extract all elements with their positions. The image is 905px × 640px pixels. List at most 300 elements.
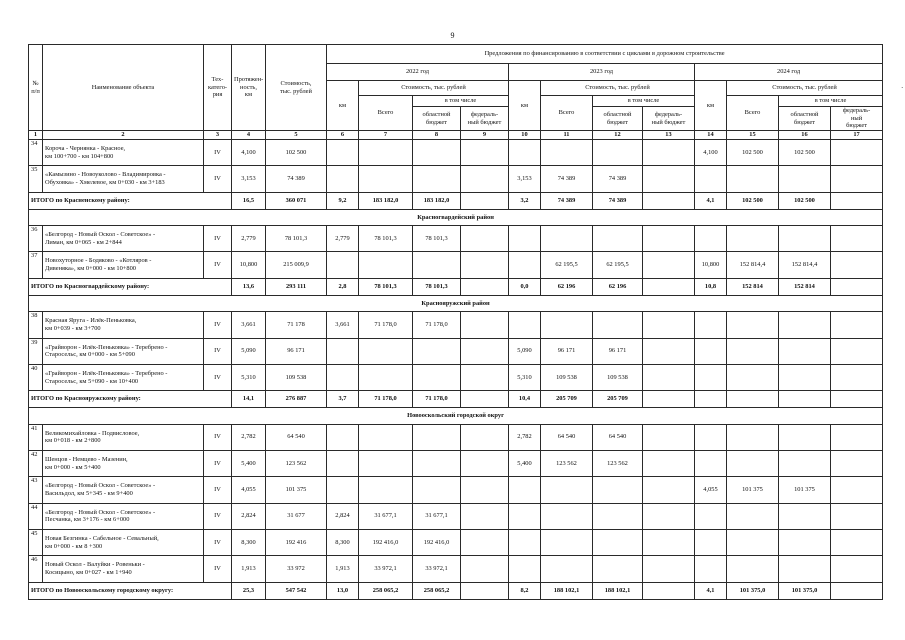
header-category: Тех- катего- рия — [204, 45, 232, 131]
value-cell-col16 — [779, 503, 831, 529]
value-cell-col12 — [593, 556, 643, 582]
value-cell-col6 — [327, 424, 359, 450]
column-number: 9 — [461, 131, 509, 140]
value-cell-col4: 3,661 — [232, 312, 266, 338]
value-cell-col12: 74 389 — [593, 166, 643, 192]
value-cell-col11: 62 195,5 — [541, 252, 593, 278]
table-row — [29, 312, 883, 338]
section-row — [29, 296, 883, 312]
tech-category: IV — [204, 424, 232, 450]
total-cell-col6: 9,2 — [327, 192, 359, 209]
row-number: 44 — [29, 503, 43, 529]
value-cell-col6 — [327, 252, 359, 278]
value-cell-col15 — [727, 312, 779, 338]
value-cell-col6 — [327, 477, 359, 503]
value-cell-col17 — [831, 364, 883, 390]
value-cell-col7: 78 101,3 — [359, 226, 413, 252]
total-cell-col5: 276 887 — [266, 391, 327, 408]
total-cell-col14 — [695, 391, 727, 408]
tech-category: IV — [204, 312, 232, 338]
value-cell-col8 — [413, 364, 461, 390]
section-row — [29, 408, 883, 424]
value-cell-col6: 1,913 — [327, 556, 359, 582]
header-cost-2024: Стоимость, тыс. рублей — [727, 81, 883, 96]
table-body — [29, 140, 883, 600]
column-number-row — [29, 131, 883, 140]
tech-category: IV — [204, 166, 232, 192]
total-cell-col7: 258 065,2 — [359, 582, 413, 599]
value-cell-col8 — [413, 450, 461, 476]
total-cell-col15: 101 375,0 — [727, 582, 779, 599]
value-cell-col5: 31 677 — [266, 503, 327, 529]
value-cell-col5: 64 540 — [266, 424, 327, 450]
value-cell-col15 — [727, 556, 779, 582]
table-row — [29, 140, 883, 166]
table-row — [29, 226, 883, 252]
header-cost: Стоимость, тыс. рублей — [266, 45, 327, 131]
value-cell-col7: 33 972,1 — [359, 556, 413, 582]
header-incl-2023: в том числе — [593, 96, 695, 107]
value-cell-col12 — [593, 529, 643, 555]
value-cell-col13 — [643, 226, 695, 252]
value-cell-col15 — [727, 450, 779, 476]
value-cell-col5: 101 375 — [266, 477, 327, 503]
object-name: Короча - Чернянка - Красное, км 100+700 - км 104+800 — [43, 140, 204, 166]
value-cell-col9 — [461, 364, 509, 390]
value-cell-col17 — [831, 166, 883, 192]
value-cell-col11: 96 171 — [541, 338, 593, 364]
value-cell-col10 — [509, 226, 541, 252]
total-label: ИТОГО по Новооскольскому городскому округу: — [29, 582, 232, 599]
value-cell-col17 — [831, 140, 883, 166]
value-cell-col15: 102 500 — [727, 140, 779, 166]
value-cell-col9 — [461, 556, 509, 582]
value-cell-col15 — [727, 424, 779, 450]
value-cell-col8: 31 677,1 — [413, 503, 461, 529]
value-cell-col7: 71 178,0 — [359, 312, 413, 338]
tech-category: IV — [204, 556, 232, 582]
total-cell-col13 — [643, 391, 695, 408]
total-cell-col11: 188 102,1 — [541, 582, 593, 599]
section-row — [29, 209, 883, 225]
header-proposals: Предложения по финансированию в соответствии с циклами в дорожном строительстве — [327, 45, 883, 64]
value-cell-col6: 2,824 — [327, 503, 359, 529]
total-cell-col10: 10,4 — [509, 391, 541, 408]
table-row — [29, 556, 883, 582]
table-row — [29, 338, 883, 364]
value-cell-col6 — [327, 140, 359, 166]
header-km-2024: км — [695, 81, 727, 131]
total-cell-col6: 13,0 — [327, 582, 359, 599]
value-cell-col10 — [509, 477, 541, 503]
value-cell-col7 — [359, 424, 413, 450]
value-cell-col5: 78 101,3 — [266, 226, 327, 252]
value-cell-col15 — [727, 364, 779, 390]
value-cell-col10 — [509, 252, 541, 278]
value-cell-col8 — [413, 424, 461, 450]
value-cell-col9 — [461, 226, 509, 252]
value-cell-col15: 152 814,4 — [727, 252, 779, 278]
row-number: 43 — [29, 477, 43, 503]
section-title: Красногвардейский район — [29, 209, 883, 225]
total-cell-col15: 102 500 — [727, 192, 779, 209]
total-cell-col9 — [461, 391, 509, 408]
value-cell-col9 — [461, 312, 509, 338]
tech-category: IV — [204, 252, 232, 278]
value-cell-col12 — [593, 140, 643, 166]
value-cell-col16 — [779, 424, 831, 450]
value-cell-col12: 64 540 — [593, 424, 643, 450]
value-cell-col13 — [643, 312, 695, 338]
value-cell-col12 — [593, 477, 643, 503]
header-num: № п/п — [29, 45, 43, 131]
total-cell-col11: 74 389 — [541, 192, 593, 209]
value-cell-col6: 3,661 — [327, 312, 359, 338]
value-cell-col17 — [831, 529, 883, 555]
row-number: 35 — [29, 166, 43, 192]
total-cell-col16 — [779, 391, 831, 408]
table-header — [29, 45, 883, 140]
value-cell-col17 — [831, 450, 883, 476]
value-cell-col7: 31 677,1 — [359, 503, 413, 529]
row-number: 42 — [29, 450, 43, 476]
total-row — [29, 582, 883, 599]
total-cell-col7: 183 182,0 — [359, 192, 413, 209]
value-cell-col14 — [695, 556, 727, 582]
value-cell-col9 — [461, 477, 509, 503]
header-year-2023: 2023 год — [509, 64, 695, 81]
value-cell-col9 — [461, 450, 509, 476]
value-cell-col13 — [643, 503, 695, 529]
value-cell-col17 — [831, 503, 883, 529]
value-cell-col17 — [831, 226, 883, 252]
value-cell-col10: 5,090 — [509, 338, 541, 364]
total-row — [29, 278, 883, 295]
total-cell-col16: 101 375,0 — [779, 582, 831, 599]
value-cell-col9 — [461, 424, 509, 450]
value-cell-col17 — [831, 556, 883, 582]
value-cell-col16 — [779, 226, 831, 252]
total-cell-col13 — [643, 192, 695, 209]
financing-table — [28, 44, 883, 600]
value-cell-col13 — [643, 477, 695, 503]
column-number: 13 — [643, 131, 695, 140]
value-cell-col8 — [413, 338, 461, 364]
column-number: 11 — [541, 131, 593, 140]
value-cell-col9 — [461, 252, 509, 278]
column-number: 15 — [727, 131, 779, 140]
tech-category: IV — [204, 338, 232, 364]
header-km-2023: км — [509, 81, 541, 131]
row-number: 45 — [29, 529, 43, 555]
object-name: «Грайворон - Илёк-Пеньковка» - Теребрено - Старосельс, км 0+000 - км 5+090 — [43, 338, 204, 364]
column-number: 8 — [413, 131, 461, 140]
value-cell-col7: 192 416,0 — [359, 529, 413, 555]
total-cell-col16: 102 500 — [779, 192, 831, 209]
column-number: 2 — [43, 131, 204, 140]
value-cell-col11: 123 562 — [541, 450, 593, 476]
table-row — [29, 166, 883, 192]
column-number: 14 — [695, 131, 727, 140]
value-cell-col10 — [509, 140, 541, 166]
total-cell-col12: 205 709 — [593, 391, 643, 408]
total-cell-col5: 547 542 — [266, 582, 327, 599]
value-cell-col7 — [359, 364, 413, 390]
total-cell-col10: 0,0 — [509, 278, 541, 295]
row-number: 34 — [29, 140, 43, 166]
object-name: Новая Безгинка - Сабельное - Севальный, км 0+000 - км 8 +300 — [43, 529, 204, 555]
value-cell-col10 — [509, 312, 541, 338]
header-name: Наименование объекта — [43, 45, 204, 131]
value-cell-col11 — [541, 503, 593, 529]
tech-category: IV — [204, 364, 232, 390]
value-cell-col5: 123 562 — [266, 450, 327, 476]
value-cell-col11: 64 540 — [541, 424, 593, 450]
header-cost-2022: Стоимость, тыс. рублей — [359, 81, 509, 96]
value-cell-col15 — [727, 226, 779, 252]
value-cell-col6 — [327, 338, 359, 364]
table-row — [29, 364, 883, 390]
total-cell-col13 — [643, 582, 695, 599]
value-cell-col12: 109 538 — [593, 364, 643, 390]
total-cell-col12: 62 196 — [593, 278, 643, 295]
value-cell-col17 — [831, 252, 883, 278]
tech-category: IV — [204, 529, 232, 555]
header-incl-2024: в том числе — [779, 96, 883, 107]
value-cell-col4: 2,779 — [232, 226, 266, 252]
header-federal-2024: федераль- ный бюджет — [831, 107, 883, 131]
header-regional-2024: областной бюджет — [779, 107, 831, 131]
value-cell-col11 — [541, 529, 593, 555]
total-label: ИТОГО по Краснояружскому району: — [29, 391, 232, 408]
total-cell-col16: 152 814 — [779, 278, 831, 295]
value-cell-col8 — [413, 140, 461, 166]
value-cell-col14 — [695, 503, 727, 529]
total-row — [29, 192, 883, 209]
row-number: 37 — [29, 252, 43, 278]
value-cell-col12: 123 562 — [593, 450, 643, 476]
row-number: 36 — [29, 226, 43, 252]
total-cell-col7: 78 101,3 — [359, 278, 413, 295]
value-cell-col4: 5,090 — [232, 338, 266, 364]
value-cell-col13 — [643, 166, 695, 192]
header-total-2022: Всего — [359, 96, 413, 131]
total-cell-col11: 62 196 — [541, 278, 593, 295]
total-cell-col14: 4,1 — [695, 582, 727, 599]
column-number: 3 — [204, 131, 232, 140]
value-cell-col12 — [593, 312, 643, 338]
value-cell-col17 — [831, 338, 883, 364]
value-cell-col4: 2,824 — [232, 503, 266, 529]
value-cell-col13 — [643, 450, 695, 476]
value-cell-col13 — [643, 140, 695, 166]
value-cell-col14 — [695, 364, 727, 390]
value-cell-col6 — [327, 166, 359, 192]
value-cell-col16: 101 375 — [779, 477, 831, 503]
value-cell-col14 — [695, 424, 727, 450]
value-cell-col6: 2,779 — [327, 226, 359, 252]
value-cell-col5: 33 972 — [266, 556, 327, 582]
value-cell-col4: 10,800 — [232, 252, 266, 278]
value-cell-col11 — [541, 477, 593, 503]
header-total-2023: Всего — [541, 96, 593, 131]
header-regional-2022: областной бюджет — [413, 107, 461, 131]
object-name: «Белгород - Новый Оскол - Советское» - Песчанка, км 3+176 - км 6+000 — [43, 503, 204, 529]
table-row — [29, 477, 883, 503]
column-number: 7 — [359, 131, 413, 140]
header-incl-2022: в том числе — [413, 96, 509, 107]
value-cell-col17 — [831, 312, 883, 338]
total-cell-col8: 78 101,3 — [413, 278, 461, 295]
value-cell-col13 — [643, 338, 695, 364]
tech-category: IV — [204, 140, 232, 166]
column-number: 5 — [266, 131, 327, 140]
value-cell-col16: 102 500 — [779, 140, 831, 166]
value-cell-col4: 5,400 — [232, 450, 266, 476]
column-number: 12 — [593, 131, 643, 140]
total-cell-col9 — [461, 278, 509, 295]
value-cell-col15 — [727, 166, 779, 192]
total-cell-col10: 8,2 — [509, 582, 541, 599]
value-cell-col15 — [727, 503, 779, 529]
value-cell-col5: 102 500 — [266, 140, 327, 166]
total-cell-col4: 25,3 — [232, 582, 266, 599]
value-cell-col13 — [643, 529, 695, 555]
header-length: Протяжен- ность, км — [232, 45, 266, 131]
value-cell-col11: 74 389 — [541, 166, 593, 192]
value-cell-col14: 4,055 — [695, 477, 727, 503]
value-cell-col8 — [413, 166, 461, 192]
total-cell-col15 — [727, 391, 779, 408]
tech-category: IV — [204, 226, 232, 252]
value-cell-col11 — [541, 556, 593, 582]
object-name: «Белгород - Новый Оскол - Советское» - Васильдол, км 5+345 - км 9+400 — [43, 477, 204, 503]
value-cell-col7 — [359, 338, 413, 364]
column-number: 16 — [779, 131, 831, 140]
total-row — [29, 391, 883, 408]
value-cell-col8 — [413, 477, 461, 503]
value-cell-col8 — [413, 252, 461, 278]
header-km-2022: км — [327, 81, 359, 131]
column-number: 10 — [509, 131, 541, 140]
value-cell-col7 — [359, 450, 413, 476]
header-total-2024: Всего — [727, 96, 779, 131]
total-label: ИТОГО по Красногвардейскому району: — [29, 278, 232, 295]
total-cell-col8: 258 065,2 — [413, 582, 461, 599]
header-regional-2023: областной бюджет — [593, 107, 643, 131]
table-row — [29, 450, 883, 476]
section-title: Краснояружский район — [29, 296, 883, 312]
value-cell-col14 — [695, 529, 727, 555]
value-cell-col15 — [727, 338, 779, 364]
value-cell-col12: 96 171 — [593, 338, 643, 364]
total-cell-col14: 10,8 — [695, 278, 727, 295]
object-name: «Белгород - Новый Оскол - Советское» - Лиман, км 0+065 - км 2+844 — [43, 226, 204, 252]
row-number: 41 — [29, 424, 43, 450]
total-label: ИТОГО по Красненскому району: — [29, 192, 232, 209]
object-name: «Грайворон - Илёк-Пеньковка» - Теребрено - Старосельс, км 5+090 - км 10+400 — [43, 364, 204, 390]
value-cell-col17 — [831, 477, 883, 503]
value-cell-col8: 33 972,1 — [413, 556, 461, 582]
total-cell-col7: 71 178,0 — [359, 391, 413, 408]
tech-category: IV — [204, 477, 232, 503]
value-cell-col9 — [461, 166, 509, 192]
header-federal-2023: федераль- ный бюджет — [643, 107, 695, 131]
value-cell-col14 — [695, 226, 727, 252]
total-cell-col10: 3,2 — [509, 192, 541, 209]
value-cell-col5: 96 171 — [266, 338, 327, 364]
value-cell-col11: 109 538 — [541, 364, 593, 390]
value-cell-col12 — [593, 226, 643, 252]
value-cell-col16 — [779, 338, 831, 364]
value-cell-col5: 71 178 — [266, 312, 327, 338]
row-number: 46 — [29, 556, 43, 582]
value-cell-col9 — [461, 140, 509, 166]
value-cell-col12: 62 195,5 — [593, 252, 643, 278]
total-cell-col12: 188 102,1 — [593, 582, 643, 599]
object-name: Новохуторное - Бодяково - «Котляров - Дивеняка», км 0+000 - км 10+800 — [43, 252, 204, 278]
header-federal-2022: федераль- ный бюджет — [461, 107, 509, 131]
header-year-2022: 2022 год — [327, 64, 509, 81]
value-cell-col6: 8,300 — [327, 529, 359, 555]
value-cell-col10 — [509, 556, 541, 582]
value-cell-col14: 10,800 — [695, 252, 727, 278]
total-cell-col11: 205 709 — [541, 391, 593, 408]
row-number: 38 — [29, 312, 43, 338]
value-cell-col17 — [831, 424, 883, 450]
value-cell-col4: 4,100 — [232, 140, 266, 166]
header-cost-2023: Стоимость, тыс. рублей — [541, 81, 695, 96]
value-cell-col5: 192 416 — [266, 529, 327, 555]
total-cell-col17 — [831, 391, 883, 408]
total-cell-col4: 16,5 — [232, 192, 266, 209]
value-cell-col8: 192 416,0 — [413, 529, 461, 555]
value-cell-col10: 5,400 — [509, 450, 541, 476]
value-cell-col4: 5,310 — [232, 364, 266, 390]
value-cell-col9 — [461, 503, 509, 529]
value-cell-col14: 4,100 — [695, 140, 727, 166]
section-title: Новооскольский городской округ — [29, 408, 883, 424]
total-cell-col6: 2,8 — [327, 278, 359, 295]
object-name: Красная Яруга - Илёк-Пеньковка, км 0+039 - км 3+700 — [43, 312, 204, 338]
value-cell-col16 — [779, 556, 831, 582]
value-cell-col7 — [359, 140, 413, 166]
value-cell-col13 — [643, 364, 695, 390]
value-cell-col12 — [593, 503, 643, 529]
table-row — [29, 529, 883, 555]
table-row — [29, 252, 883, 278]
table-row — [29, 503, 883, 529]
value-cell-col14 — [695, 450, 727, 476]
total-cell-col12: 74 389 — [593, 192, 643, 209]
value-cell-col9 — [461, 338, 509, 364]
column-number: 6 — [327, 131, 359, 140]
total-cell-col17 — [831, 192, 883, 209]
page-number: 9 — [450, 31, 455, 40]
object-name: «Камызино - Новоуколово - Владимировка - Обуховка» - Хмелевое, км 0+030 - км 3+183 — [43, 166, 204, 192]
column-number: 1 — [29, 131, 43, 140]
value-cell-col13 — [643, 424, 695, 450]
value-cell-col4: 2,782 — [232, 424, 266, 450]
value-cell-col16 — [779, 166, 831, 192]
object-name: Новый Оскол - Валуйки - Ровеньки - Косицыно, км 0+027 - км 1+940 — [43, 556, 204, 582]
value-cell-col4: 8,300 — [232, 529, 266, 555]
value-cell-col10: 5,310 — [509, 364, 541, 390]
value-cell-col8: 78 101,3 — [413, 226, 461, 252]
value-cell-col16 — [779, 450, 831, 476]
value-cell-col7 — [359, 477, 413, 503]
total-cell-col15: 152 814 — [727, 278, 779, 295]
